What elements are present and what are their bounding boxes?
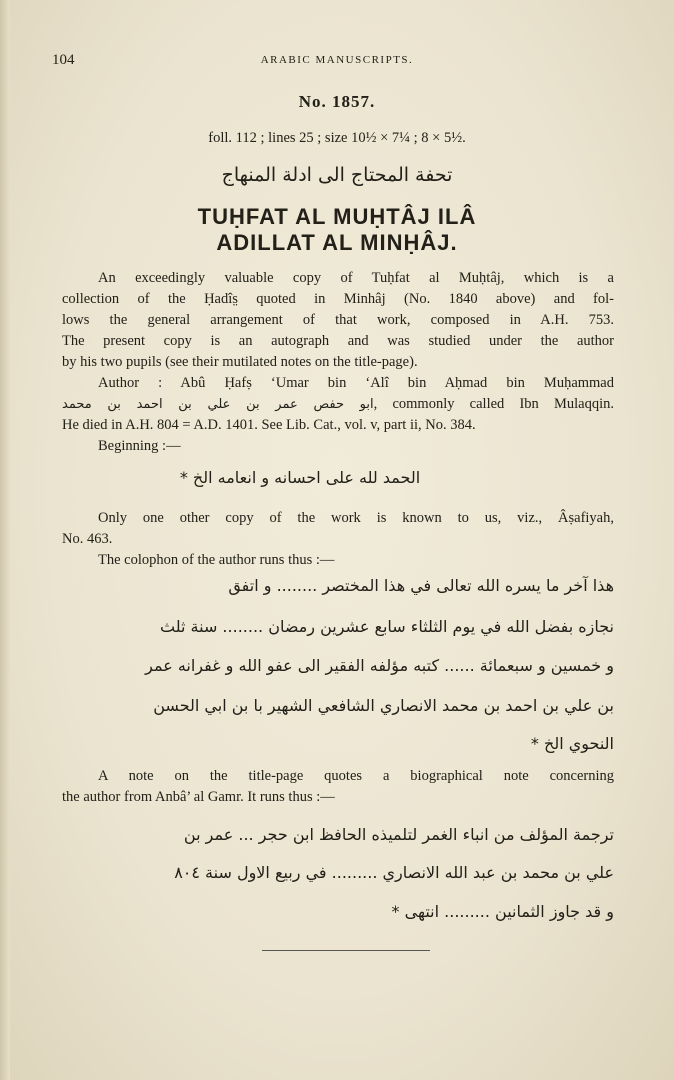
text-line: by his two pupils (see their mutilated notes on the title-page). [62, 354, 418, 370]
text-line: the author from Anbâ’ al Gamr. It runs thus :— [62, 789, 335, 805]
paragraph-title-page-note [62, 766, 614, 808]
colophon-line: هذا آخر ما يسره الله تعالى في هذا المختصر ........ و اتفق [228, 576, 614, 595]
author-common-name: , commonly called Ibn Mulaqqin. [373, 396, 615, 412]
entry-meta: foll. 112 ; lines 25 ; size 10½ × 7¼ ; 8 × 5½. [208, 130, 466, 146]
page-number: 104 [52, 52, 75, 68]
text-line: lows the general arrangement of that work, composed in A.H. 753. [62, 312, 614, 328]
colophon-line: بن علي بن احمد بن محمد الانصاري الشافعي الشهير با بن ابي الحسن [153, 696, 614, 715]
colophon-line: نجازه بفضل الله في يوم الثلثاء سابع عشرين رمضان ........ سنة ثلث [159, 617, 614, 636]
paragraph-other-copy [62, 508, 614, 571]
author-arabic-name: ابو حفص عمر بن علي بن احمد بن محمد [62, 397, 374, 412]
text-line: Only one other copy of the work is known to us, viz., Âṣafiyah, [98, 510, 614, 526]
note-arabic-line: و قد جاوز الثمانين ......... انتهى * [391, 902, 614, 921]
text-line: An exceedingly valuable copy of Tuḥfat al Muḥtâj, which is a [98, 270, 614, 286]
author-arabic-line [62, 394, 614, 415]
title-line-1: TUḤFAT AL MUḤTÂJ ILÂ [197, 204, 477, 229]
colophon-line: و خمسين و سبعمائة ...... كتبه مؤلفه الفقير الى عفو الله و غفرانه عمر [145, 656, 614, 675]
note-arabic-line: ترجمة المؤلف من انباء الغمر لتلميذه الحافظ ابن حجر ... عمر بن [183, 825, 614, 844]
beginning-label: Beginning :— [98, 438, 181, 454]
text-line: collection of the Ḥadîs̤ quoted in Minhâj (No. 1840 above) and fol- [62, 291, 614, 307]
paragraph-description [62, 268, 614, 457]
page-edge-shadow [0, 0, 10, 1080]
end-rule [262, 950, 430, 951]
author-line: Author : Abû Ḥafṣ ‘Umar bin ‘Alî bin Aḥmad bin Muḥammad [98, 375, 614, 391]
colophon-line: النحوي الخ * [530, 734, 614, 753]
colophon-label: The colophon of the author runs thus :— [98, 552, 335, 568]
beginning-arabic: الحمد لله على احسانه و انعامه الخ * [179, 468, 421, 487]
text-line: No. 463. [62, 531, 113, 547]
note-arabic-line: علي بن محمد بن عبد الله الانصاري ......... في ربيع الاول سنة ٨٠٤ [174, 863, 614, 882]
text-line: The present copy is an autograph and was studied under the author [62, 333, 614, 349]
entry-number: No. 1857. [298, 92, 376, 111]
title-line-2: ADILLAT AL MINḤÂJ. [216, 230, 458, 255]
arabic-title: تحفة المحتاج الى ادلة المنهاج [221, 164, 453, 186]
page-header [52, 52, 622, 72]
running-head: ARABIC MANUSCRIPTS. [260, 54, 414, 66]
death-line: He died in A.H. 804 = A.D. 1401. See Lib. Cat., vol. v, part ii, No. 384. [62, 417, 476, 433]
text-line: A note on the title-page quotes a biographical note concerning [98, 768, 614, 784]
